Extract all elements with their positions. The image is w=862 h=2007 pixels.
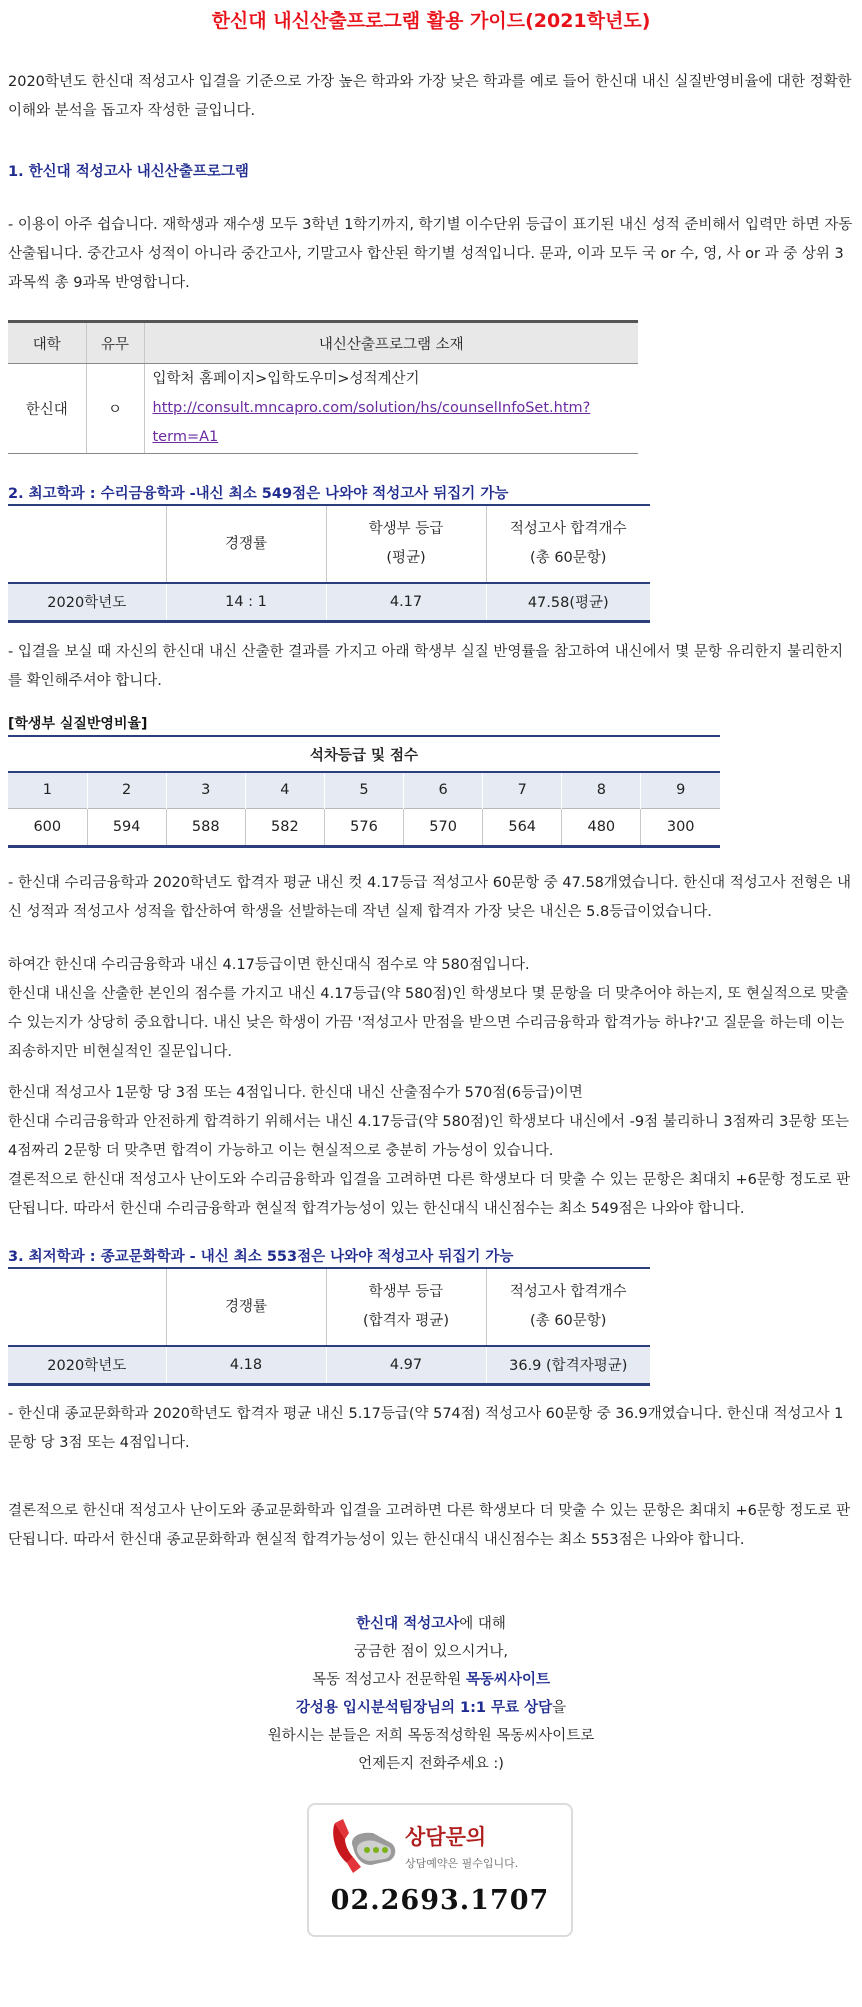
table-header-location: 내신산출프로그램 소재 — [144, 322, 638, 364]
contact-line-5: 원하시는 분들은 저희 목동적성학원 목동씨사이트로 — [267, 1728, 595, 1744]
section2-paragraph-3c: 결론적으로 한신대 적성고사 난이도와 수리금융학과 입결을 고려하면 다른 학생보다 더 맞출 수 있는 문항은 최대치 +6문항 정도로 판단됩니다. 따라서 한신대 수리금융학과 현실적 합격가능성이 있는 한신대식 내신점수는 최소 549점은 나와야 합니다. — [8, 1172, 851, 1217]
cell-year: 2020학년도 — [8, 583, 166, 621]
contact-hl-academy: 목동씨사이트 — [465, 1672, 550, 1688]
bottom-dept-stats-table — [8, 1267, 650, 1386]
grade-cell: 6 — [404, 772, 483, 808]
contact-line-2: 궁금한 점이 있으시거나, — [354, 1644, 508, 1660]
section2-paragraph-3b: 한신대 수리금융학과 안전하게 합격하기 위해서는 내신 4.17등급(약 580점)인 학생보다 내신에서 -9점 불리하니 3점짜리 3문항 또는 4점짜리 2문항 더 맞추면 합격이 가능하고 이는 현실적으로 충분히 가능성이 있습니다. — [8, 1114, 850, 1159]
contact-hl-1: 한신대 적성고사 — [356, 1616, 460, 1632]
grade-cell: 4 — [245, 772, 324, 808]
header-grade: 학생부 등급 (합격자 평균) — [326, 1268, 486, 1346]
score-cell: 600 — [8, 808, 87, 846]
header-count: 적성고사 합격개수 (총 60문항) — [486, 1268, 650, 1346]
cell-location — [144, 364, 638, 454]
score-row — [8, 808, 720, 846]
link-line-2[interactable]: term=A1 — [152, 429, 219, 445]
cell-univ: 한신대 — [8, 364, 86, 454]
score-cell: 588 — [166, 808, 245, 846]
section3-heading: 3. 최저학과 : 종교문화학과 - 내신 최소 553점은 나와야 적성고사 뒤집기 가능 — [8, 1249, 514, 1265]
contact-block: 한신대 적성고사에 대해 궁금한 점이 있으시거나, 목동 적성고사 전문학원 목동씨사이트 강성용 입시분석팀장님의 1:1 무료 상담을 원하시는 분들은 저희 목동적성학원 목동씨사이트로 언제든지 전화주세요 :) — [0, 1610, 862, 1778]
header-rate: 경쟁률 — [166, 505, 326, 583]
score-cell: 300 — [641, 808, 720, 846]
consult-call-banner[interactable] — [307, 1803, 573, 1937]
cell-rate: 4.18 — [166, 1346, 326, 1384]
section3-paragraph-1: - 한신대 종교문화학과 2020학년도 합격자 평균 내신 5.17등급(약 574점) 적성고사 60문항 중 36.9개였습니다. 한신대 적성고사 1문항 당 3점 또는 4점입니다. — [8, 1406, 844, 1451]
score-cell: 480 — [562, 808, 641, 846]
grade-cell: 2 — [87, 772, 166, 808]
cta-title: 상담문의 — [405, 1825, 487, 1849]
program-location-table — [8, 320, 638, 454]
grade-cell: 9 — [641, 772, 720, 808]
section1-description: - 이용이 아주 쉽습니다. 재학생과 재수생 모두 3학년 1학기까지, 학기별 이수단위 등급이 표기된 내신 성적 준비해서 입력만 하면 자동 산출됩니다. 중간고사 성적이 아니라 중간고사, 기말고사 합산된 학기별 성적입니다. 문과, 이과 모두 국 or 수, 영, 사 or 과 중 상위 3과목씩 총 9과목 반영합니다. — [8, 217, 853, 291]
grade-table-caption: 석차등급 및 점수 — [8, 736, 720, 772]
contact-line-6: 언제든지 전화주세요 :) — [358, 1756, 504, 1772]
telephone-icon — [327, 1817, 401, 1877]
section2-note: - 입결을 보실 때 자신의 한신대 내신 산출한 결과를 가지고 아래 학생부 실질 반영률을 참고하여 내신에서 몇 문항 유리한지 불리한지를 확인해주셔야 합니다. — [8, 644, 844, 689]
header-rate: 경쟁률 — [166, 1268, 326, 1346]
grade-cell: 1 — [8, 772, 87, 808]
table-header-has: 유무 — [86, 322, 144, 364]
cell-rate: 14 : 1 — [166, 583, 326, 621]
section2-paragraph-1: - 한신대 수리금융학과 2020학년도 합격자 평균 내신 컷 4.17등급 적성고사 60문항 중 47.58개였습니다. 한신대 적성고사 전형은 내신 성적과 적성고사 성적을 합산하여 학생을 선발하는데 작년 실제 합격자 가장 낮은 내신은 5.8등급이었습니다. — [8, 875, 852, 920]
grade-cell: 8 — [562, 772, 641, 808]
calculator-link[interactable] — [153, 400, 591, 445]
cta-phone-number[interactable]: 02.2693.1707 — [330, 1885, 550, 1916]
header-grade: 학생부 등급 (평균) — [326, 505, 486, 583]
cell-has: ㅇ — [86, 364, 144, 454]
score-cell: 576 — [324, 808, 403, 846]
cell-count: 47.58(평균) — [486, 583, 650, 621]
section2-paragraph-2a: 하여간 한신대 수리금융학과 내신 4.17등급이면 한신대식 점수로 약 580점입니다. — [8, 957, 530, 973]
section2-heading: 2. 최고학과 : 수리금융학과 -내신 최소 549점은 나와야 적성고사 뒤집기 가능 — [8, 486, 509, 502]
cell-year: 2020학년도 — [8, 1346, 166, 1384]
section1-heading: 1. 한신대 적성고사 내신산출프로그램 — [8, 164, 249, 180]
header-count: 적성고사 합격개수 (총 60문항) — [486, 505, 650, 583]
score-cell: 570 — [404, 808, 483, 846]
score-cell: 564 — [483, 808, 562, 846]
grade-cell: 7 — [483, 772, 562, 808]
grade-ratio-subhead: [학생부 실질반영비율] — [8, 716, 148, 732]
top-dept-stats-table — [8, 504, 650, 623]
score-cell: 594 — [87, 808, 166, 846]
cell-grade: 4.17 — [326, 583, 486, 621]
cell-count: 36.9 (합격자평균) — [486, 1346, 650, 1384]
section3-paragraph-2: 결론적으로 한신대 적성고사 난이도와 종교문화학과 입결을 고려하면 다른 학생보다 더 맞출 수 있는 문항은 최대치 +6문항 정도로 판단됩니다. 따라서 한신대 종교문화학과 현실적 합격가능성이 있는 한신대식 내신점수는 최소 553점은 나와야 합니다. — [8, 1503, 851, 1548]
score-cell: 582 — [245, 808, 324, 846]
cell-grade: 4.97 — [326, 1346, 486, 1384]
grade-score-table — [8, 735, 720, 848]
link-line-1[interactable]: http://consult.mncapro.com/solution/hs/counselInfoSet.htm? — [152, 400, 591, 416]
table-header-univ: 대학 — [8, 322, 86, 364]
cta-subtitle: 상담예약은 필수입니다. — [405, 1857, 519, 1870]
section2-paragraph-2b: 한신대 내신을 산출한 본인의 점수를 가지고 내신 4.17등급(약 580점)인 학생보다 몇 문항을 더 맞추어야 하는지, 또 현실적으로 맞출 수 있는지가 상당히 중요합니다. 내신 낮은 학생이 가끔 '적성고사 만점을 받으면 수리금융학과 합격가능 하냐?'고 질문을 하는데 이는 죄송하지만 비현실적인 질문입니다. — [8, 986, 849, 1060]
grade-cell: 3 — [166, 772, 245, 808]
intro-paragraph: 2020학년도 한신대 적성고사 입결을 기준으로 가장 높은 학과와 가장 낮은 학과를 예로 들어 한신대 내신 실질반영비율에 대한 정확한 이해와 분석을 돕고자 작성한 글입니다. — [8, 74, 852, 119]
page-title: 한신대 내신산출프로그램 활용 가이드(2021학년도) — [211, 10, 651, 32]
section2-paragraph-3a: 한신대 적성고사 1문항 당 3점 또는 4점입니다. 한신대 내신 산출점수가 570점(6등급)이면 — [8, 1085, 583, 1101]
grade-cell: 5 — [324, 772, 403, 808]
grade-row — [8, 772, 720, 808]
location-path: 입학처 홈페이지>입학도우미>성적계산기 — [152, 371, 420, 387]
contact-hl-consult: 강성용 입시분석팀장님의 1:1 무료 상담 — [295, 1700, 553, 1716]
